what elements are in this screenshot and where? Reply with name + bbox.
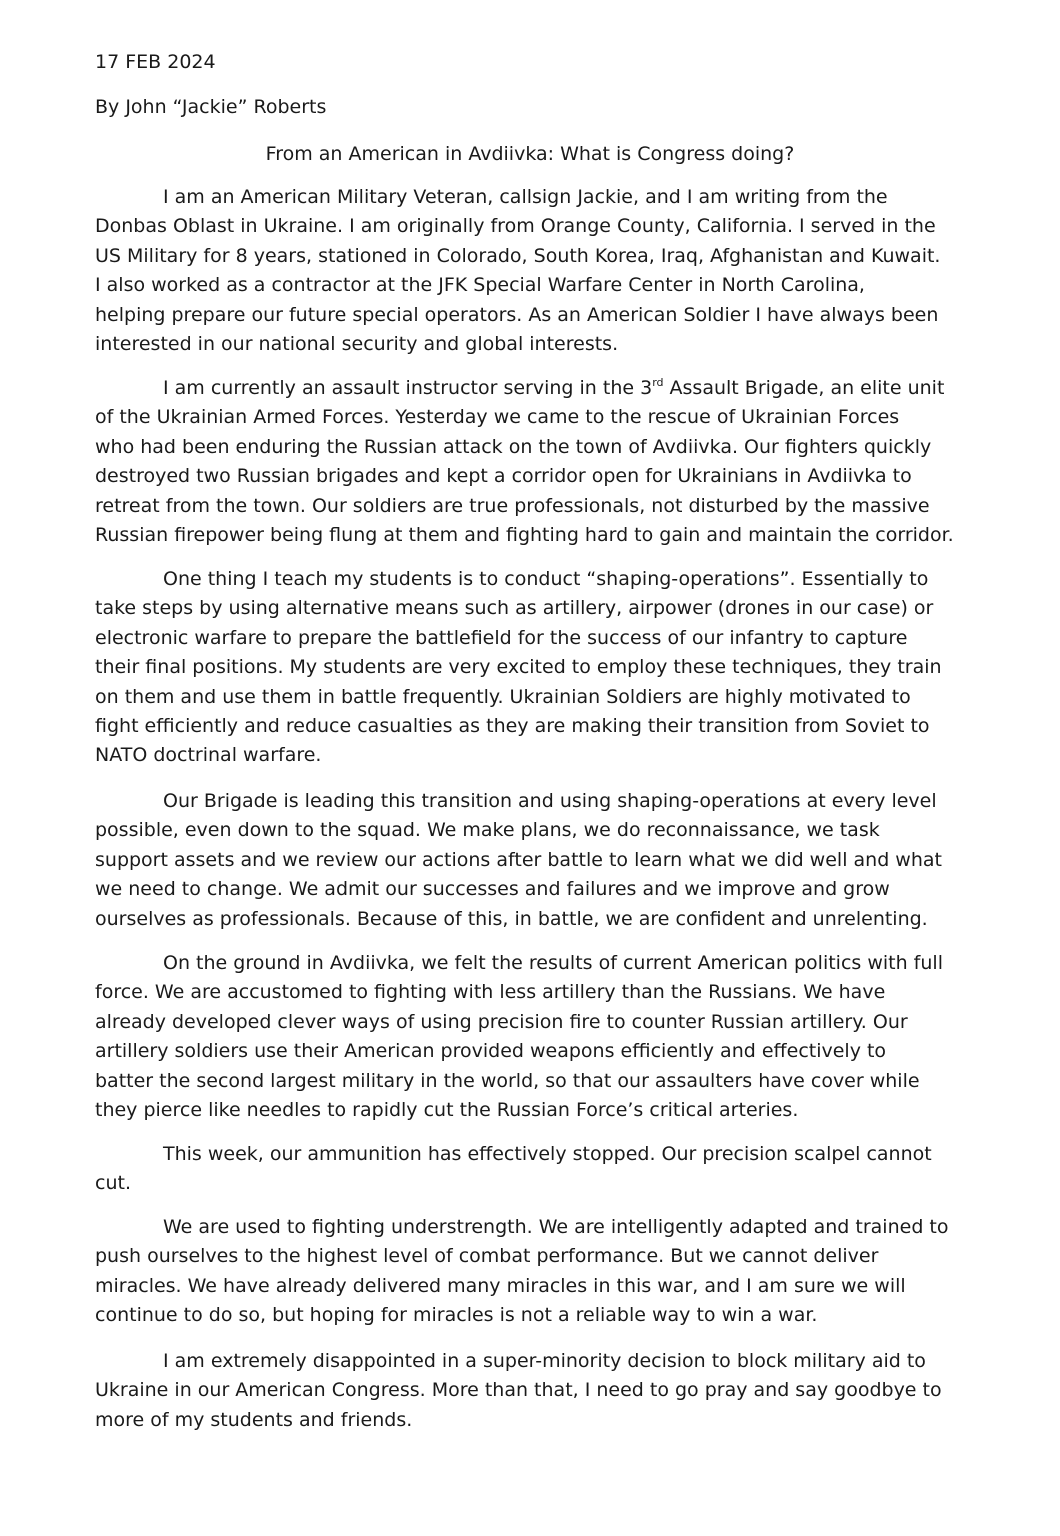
paragraph-line: continue to do so, but hoping for miracles is not a reliable way to win a war.	[95, 1304, 818, 1327]
paragraph-line: We are used to fighting understrength. We are intelligently adapted and trained to	[163, 1216, 949, 1238]
paragraph-line: I also worked as a contractor at the JFK Special Warfare Center in North Carolina,	[95, 274, 865, 297]
paragraph-line: on them and use them in battle frequently. Ukrainian Soldiers are highly motivated to	[95, 685, 911, 708]
paragraph-line: fight efficiently and reduce casualties as they are making their transition from Soviet to	[95, 715, 930, 738]
paragraph-line: we need to change. We admit our successes and failures and we improve and grow	[95, 878, 890, 901]
paragraph-line: This week, our ammunition has effectively stopped. Our precision scalpel cannot	[163, 1143, 932, 1165]
paragraph-line: take steps by using alternative means such as artillery, airpower (drones in our case) or	[95, 597, 934, 620]
paragraph-line: I am extremely disappointed in a super-minority decision to block military aid to	[163, 1350, 926, 1372]
paragraph-line: Our Brigade is leading this transition and using shaping-operations at every level	[163, 790, 937, 812]
paragraph-line: retreat from the town. Our soldiers are true professionals, not disturbed by the massive	[95, 494, 930, 517]
paragraph-line: I am an American Military Veteran, callsign Jackie, and I am writing from the	[163, 186, 888, 208]
paragraph-line: Russian firepower being flung at them and fighting hard to gain and maintain the corridor.	[95, 524, 954, 547]
paragraph-line: miracles. We have already delivered many miracles in this war, and I am sure we will	[95, 1274, 906, 1297]
paragraph-6	[95, 1140, 1015, 1199]
paragraph-line: interested in our national security and global interests.	[95, 333, 619, 356]
paragraph-line: NATO doctrinal warfare.	[95, 744, 322, 767]
paragraph-line: already developed clever ways of using precision fire to counter Russian artillery. Our	[95, 1010, 908, 1033]
paragraph-line: of the Ukrainian Armed Forces. Yesterday we came to the rescue of Ukrainian Forces	[95, 406, 900, 429]
line-text: Assault Brigade, an elite unit	[663, 377, 945, 399]
paragraph-4	[95, 787, 1015, 934]
paragraph-3	[95, 565, 1015, 771]
paragraph-line: On the ground in Avdiivka, we felt the results of current American politics with full	[163, 952, 943, 974]
letter-title: From an American in Avdiivka: What is Congress doing?	[265, 143, 795, 165]
paragraph-line: more of my students and friends.	[95, 1408, 413, 1431]
paragraph-line	[95, 374, 1015, 403]
paragraph-line: they pierce like needles to rapidly cut the Russian Force’s critical arteries.	[95, 1099, 799, 1122]
paragraph-line: push ourselves to the highest level of combat performance. But we cannot deliver	[95, 1245, 879, 1268]
paragraph-line: destroyed two Russian brigades and kept a corridor open for Ukrainians in Avdiivka to	[95, 465, 912, 488]
letter-date: 17 FEB 2024	[95, 51, 216, 73]
paragraph-line: their final positions. My students are very excited to employ these techniques, they train	[95, 656, 942, 679]
paragraph-line: who had been enduring the Russian attack on the town of Avdiivka. Our fighters quickly	[95, 435, 932, 458]
paragraph-line: cut.	[95, 1172, 131, 1195]
paragraph-line: helping prepare our future special operators. As an American Soldier I have always been	[95, 303, 939, 326]
paragraph-1	[95, 183, 1015, 359]
ordinal-superscript: rd	[652, 376, 664, 389]
paragraph-2	[95, 374, 1015, 550]
paragraph-line: One thing I teach my students is to conduct “shaping-operations”. Essentially to	[163, 568, 929, 590]
line-text: I am currently an assault instructor serving in the 3	[163, 377, 653, 399]
paragraph-line: possible, even down to the squad. We make plans, we do reconnaissance, we task	[95, 819, 880, 842]
paragraph-line: electronic warfare to prepare the battlefield for the success of our infantry to capture	[95, 626, 908, 649]
paragraph-line: Donbas Oblast in Ukraine. I am originally from Orange County, California. I served in the	[95, 215, 936, 238]
paragraph-line: US Military for 8 years, stationed in Colorado, South Korea, Iraq, Afghanistan and Kuwait.	[95, 244, 941, 267]
paragraph-line: ourselves as professionals. Because of this, in battle, we are confident and unrelenting.	[95, 907, 928, 930]
paragraph-line: Ukraine in our American Congress. More than that, I need to go pray and say goodbye to	[95, 1379, 942, 1402]
paragraph-7	[95, 1213, 1015, 1331]
paragraph-line: force. We are accustomed to fighting with less artillery than the Russians. We have	[95, 981, 886, 1004]
paragraph-8	[95, 1347, 1015, 1435]
paragraph-line: support assets and we review our actions after battle to learn what we did well and what	[95, 848, 942, 871]
paragraph-line: artillery soldiers use their American provided weapons efficiently and effectively to	[95, 1040, 887, 1063]
letter-byline: By John “Jackie” Roberts	[95, 96, 327, 118]
paragraph-line: batter the second largest military in the world, so that our assaulters have cover while	[95, 1069, 920, 1092]
paragraph-5	[95, 949, 1015, 1125]
